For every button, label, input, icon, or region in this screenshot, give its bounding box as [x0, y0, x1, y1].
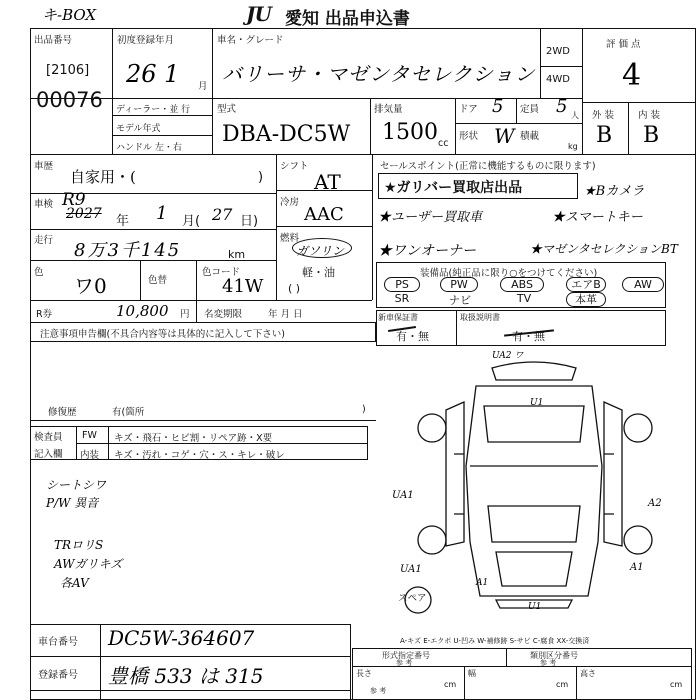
history-close: ) [258, 170, 264, 185]
damage-legend: A-キズ E-エクボ U-凹み W-補修跡 S-サビ C-腐食 XX-交換済 [400, 637, 590, 645]
lot-number: 00076 [36, 88, 103, 112]
doors-label: ドア [459, 104, 478, 115]
mileage-unit: km [228, 248, 246, 261]
aircon-value: AAC [304, 204, 344, 225]
handnote-av: 各AV [60, 576, 89, 590]
repair-value: 有(箇所 [112, 407, 145, 418]
ju-logo: JU [246, 2, 271, 26]
diagram-mark-u1-top: U1 [530, 398, 544, 408]
exterior-grade: B [596, 123, 613, 148]
repair-label: 修復歴 [48, 407, 77, 418]
capacity-unit: 人 [571, 111, 579, 120]
color-code-value: 41W [222, 276, 264, 297]
doc-height-cm: cm [670, 680, 683, 689]
color-label: 色 [34, 267, 44, 278]
doc-col1: 形式指定番号 [382, 651, 430, 660]
recycle-unit: 円 [180, 309, 190, 320]
shift-value: AT [314, 170, 341, 194]
wd4-option: 4WD [546, 74, 570, 85]
handle-label: ハンドル 左・右 [116, 143, 182, 153]
inspector-row2: キズ・汚れ・コゲ・穴・ス・キレ・破レ [114, 450, 285, 461]
doc-width: 幅 [468, 669, 476, 678]
history-label: 車歴 [34, 161, 54, 172]
color-change-label: 色替 [148, 275, 168, 286]
handnote-seat: シートシワ [46, 478, 107, 492]
handnote-aw: AWガリキズ [54, 557, 123, 571]
doc-col2: 類別区分番号 [530, 651, 578, 660]
chassis-value: DC5W-364607 [108, 626, 255, 650]
displacement-unit: cc [438, 138, 449, 149]
diagram-mark-ua2: UA2 ワ [492, 351, 524, 361]
shape-value: W [494, 124, 515, 148]
equip-sr: SR [394, 292, 410, 305]
first-reg-label: 初度登録年月 [117, 35, 175, 46]
handnote-pw: P/W 異音 [46, 496, 99, 510]
diagram-mark-a2-right: A2 [648, 498, 662, 509]
score-value: 4 [622, 58, 642, 93]
color-code-label: 色コード [202, 267, 241, 278]
sales-item-oneowner: ★ワンオーナー [378, 243, 476, 259]
shape-label: 形状 [459, 131, 479, 142]
manual-label: 取扱説明書 [460, 313, 500, 322]
corner-note: キ-BOX [42, 6, 97, 24]
notes-label: 注意事項申告欄(不具合内容等は具体的に記入して下さい) [40, 329, 285, 340]
equip-abs: ABS [500, 277, 544, 292]
color-value: ワ0 [74, 274, 107, 298]
doc-length-ref: 参 考 [370, 687, 387, 695]
displacement-value: 1500 [382, 120, 438, 145]
inspector-label-1: 検査員 [34, 432, 63, 443]
page-title: 愛知 出品申込書 [285, 9, 410, 29]
fuel-circle [292, 238, 352, 258]
manual-value: 有・無 [512, 330, 545, 343]
recycle-value: 10,800 [116, 302, 169, 320]
inspector-label-2: 記入欄 [34, 449, 63, 460]
equip-ps: PS [384, 277, 420, 292]
exterior-label: 外 装 [592, 110, 615, 121]
model-label: 型式 [217, 104, 237, 115]
equip-navi: ナビ [449, 294, 471, 307]
diagram-mark-a1-bottom: A1 [476, 578, 489, 588]
fuel-paren: ( ) [288, 282, 301, 295]
doc-col2-ref: 参 考 [540, 659, 557, 667]
sales-label: セールスポイント(正常に機能するものに限ります) [380, 161, 596, 172]
inspection-day-unit: 日) [240, 214, 259, 229]
mileage-label: 走行 [34, 235, 54, 246]
mileage-value: 8万3千145 [74, 240, 182, 261]
doc-length: 長さ [356, 669, 372, 678]
doc-height: 高さ [580, 669, 596, 678]
inspection-month-unit: 月( [182, 214, 201, 229]
load-unit: kg [568, 142, 578, 151]
fuel-light-oil: 軽・油 [302, 266, 335, 279]
equip-airbag: エアB [566, 277, 606, 292]
capacity-label: 定員 [520, 104, 540, 115]
dealer-label: ディーラー・並 行 [116, 105, 191, 115]
equipment-label: 装備品(純正品に限り○をつけてください) [420, 268, 598, 279]
equip-aw: AW [622, 277, 664, 292]
sales-badge: ★ガリバー買取店出品 [384, 180, 523, 196]
lot-label: 出品番号 [34, 35, 73, 46]
ownership-unit: 年 月 日 [268, 309, 303, 320]
sales-item-smartkey: ★スマートキー [552, 210, 643, 225]
inspection-day: 27 [212, 205, 233, 224]
warranty-label: 新車保証書 [378, 313, 418, 322]
warranty-value: 有・無 [396, 330, 429, 343]
carname-label: 車名・グレード [217, 35, 284, 46]
interior-label: 内 装 [638, 110, 661, 121]
doc-width-cm: cm [556, 680, 569, 689]
inspection-struck-year: 2027 [66, 206, 102, 222]
inspection-year-unit: 年 [116, 214, 130, 229]
inspector-row1-tag: FW [82, 430, 97, 441]
equip-leather: 本革 [566, 292, 606, 307]
doc-length-cm: cm [444, 680, 457, 689]
plate-value: 豊橋 533 は 315 [108, 664, 264, 688]
chassis-label: 車台番号 [38, 637, 78, 648]
recycle-label: R券 [36, 309, 53, 320]
sales-item-buyback: ★ユーザー買取車 [378, 210, 483, 225]
fuel-gasoline: ガソリン [296, 244, 345, 258]
aircon-label: 冷房 [280, 197, 300, 208]
inspector-row2-tag: 内装 [80, 450, 100, 461]
inspector-row1: キズ・飛石・ヒビ割・リペア跡・X要 [114, 433, 273, 444]
sales-item-selection-bt: ★マゼンタセレクションBT [530, 242, 678, 256]
first-reg-unit: 月 [198, 81, 208, 92]
handnote-tr: TRロリS [54, 538, 104, 552]
load-label: 積載 [520, 131, 540, 142]
first-reg-value: 26 1 [126, 60, 180, 88]
capacity-value: 5 [556, 96, 568, 117]
model-year-label: モデル年式 [116, 124, 161, 134]
equip-pw: PW [440, 277, 478, 292]
lot-bracket: [2106] [46, 63, 90, 78]
fuel-label: 燃料 [280, 233, 300, 244]
diagram-mark-ua1-left: UA1 [392, 490, 414, 501]
inspection-year-text: R9 [62, 190, 86, 210]
score-label: 評価点 [606, 39, 644, 50]
inspection-month: 1 [156, 203, 168, 224]
equip-tv: TV [516, 292, 532, 305]
spare-label: スペア [398, 593, 427, 604]
doc-col1-ref: 参 考 [396, 659, 413, 667]
inspection-label: 車検 [34, 199, 54, 210]
diagram-mark-a1-rear: A1 [630, 562, 644, 573]
diagram-mark-u1-bottom: U1 [528, 602, 542, 612]
shift-label: シフト [280, 161, 309, 172]
diagram-mark-ua1-rear: UA1 [400, 564, 422, 575]
carname-value: バリーサ・マゼンタセレクション [222, 62, 536, 86]
repair-close: ) [362, 404, 366, 415]
plate-label: 登録番号 [38, 670, 78, 681]
sales-item-camera: ★Bカメラ [584, 184, 645, 199]
ownership-label: 名変期限 [204, 309, 243, 320]
doors-value: 5 [492, 96, 504, 117]
displacement-label: 排気量 [374, 104, 403, 115]
model-value: DBA-DC5W [222, 122, 351, 147]
interior-grade: B [643, 123, 660, 148]
history-value: 自家用・( [70, 168, 136, 186]
wd2-option: 2WD [546, 46, 570, 57]
